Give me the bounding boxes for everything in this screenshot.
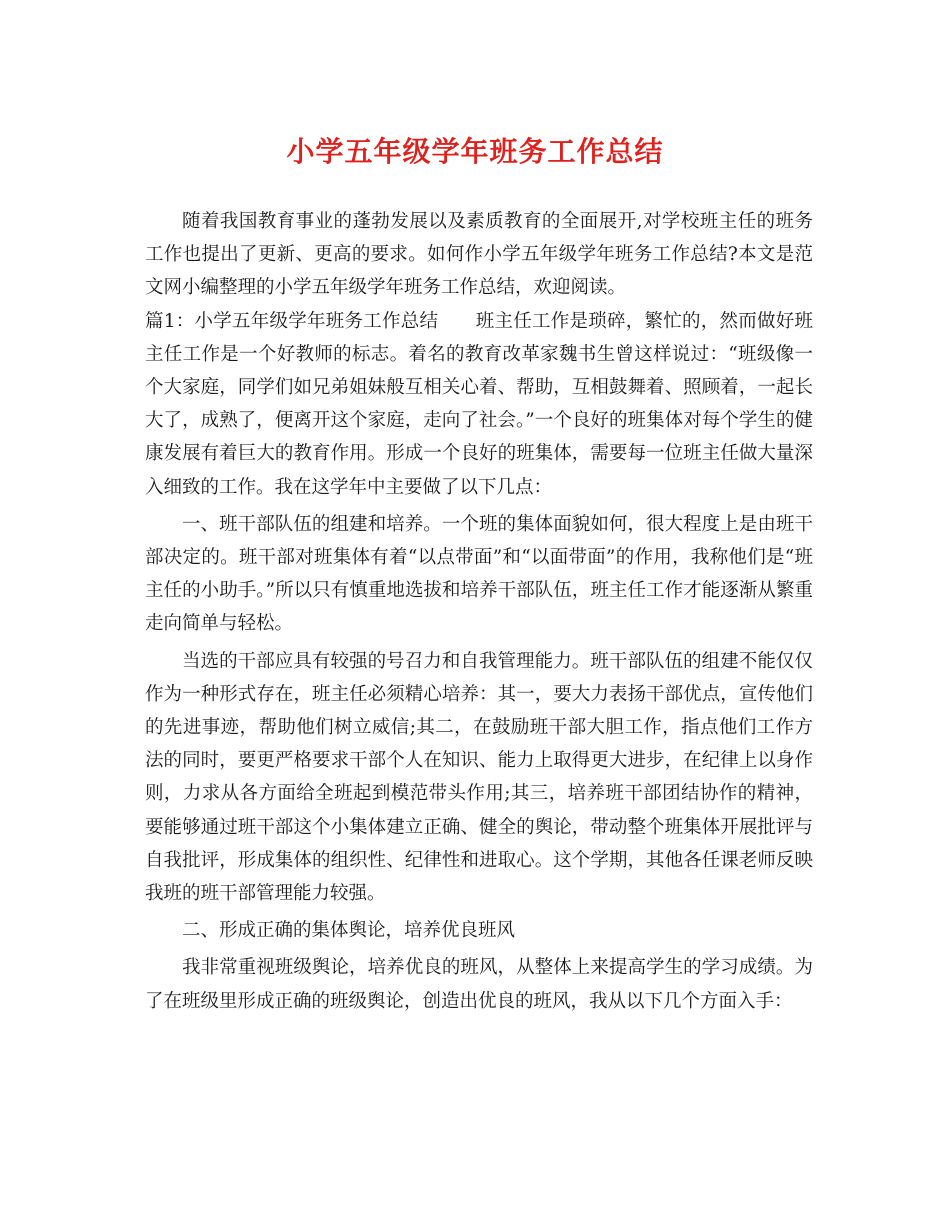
paragraph-class-opinion: 我非常重视班级舆论，培养优良的班风，从整体上来提高学生的学习成绩。为了在班级里形成正确的班级舆论，创造出优良的班风，我从以下几个方面入手： xyxy=(145,957,813,1012)
document-body xyxy=(145,205,813,1018)
paragraph-intro: 随着我国教育事业的蓬勃发展以及素质教育的全面展开,对学校班主任的班务工作也提出了更新、更高的要求。如何作小学五年级学年班务工作总结?本文是范文网小编整理的小学五年级学年班务工作总结，欢迎阅读。 xyxy=(145,211,813,299)
section-heading-two: 二、形成正确的集体舆论，培养优良班风 xyxy=(182,920,516,942)
document-title: 小学五年级学年班务工作总结 xyxy=(286,135,664,168)
paragraph-section-one: 一、班干部队伍的组建和培养。一个班的集体面貌如何，很大程度上是由班干部决定的。班干部对班集体有着“以点带面”和“以面带面”的作用，我称他们是“班主任的小助手。”所以只有慎重地选拔和培养干部队伍，班主任工作才能逐渐从繁重走向简单与轻松。 xyxy=(145,513,813,635)
paragraph-cadre-training: 当选的干部应具有较强的号召力和自我管理能力。班干部队伍的组建不能仅仅作为一种形式存在，班主任必须精心培养：其一，要大力表扬干部优点，宣传他们的先进事迹，帮助他们树立威信;其二，在鼓励班干部大胆工作，指点他们工作方法的同时，要更严格要求干部个人在知识、能力上取得更大进步，在纪律上以身作则，力求从各方面给全班起到模范带头作用;其三，培养班干部团结协作的精神，要能够通过班干部这个小集体建立正确、健全的舆论，带动整个班集体开展批评与自我批评，形成集体的组织性、纪律性和进取心。这个学期，其他各任课老师反映我班的班干部管理能力较强。 xyxy=(145,650,813,905)
paragraph-part1-opening: 篇1：小学五年级学年班务工作总结 班主任工作是琐碎，繁忙的，然而做好班主任工作是一个好教师的标志。着名的教育改革家魏书生曾这样说过：“班级像一个大家庭，同学们如兄弟姐妹般互相关心着、帮助，互相鼓舞着、照顾着，一起长大了，成熟了，便离开这个家庭，走向了社会。”一个良好的班集体对每个学生的健康发展有着巨大的教育作用。形成一个良好的班集体，需要每一位班主任做大量深入细致的工作。我在这学年中主要做了以下几点： xyxy=(145,310,813,498)
